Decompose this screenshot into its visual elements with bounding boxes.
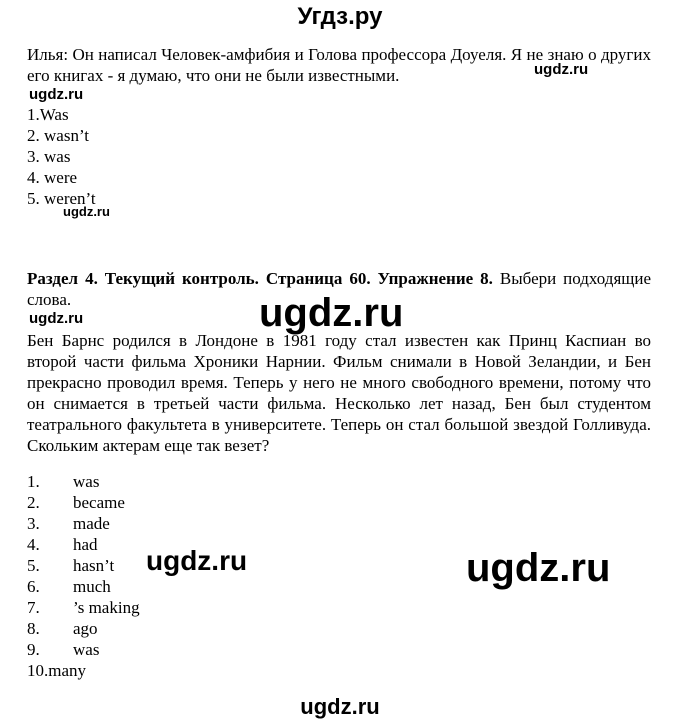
- watermark-ugdz-mid-left: ugdz.ru: [146, 545, 248, 576]
- story-paragraph: Бен Барнс родился в Лондоне в 1981 году стал известен как Принц Каспиан во второй части фильма Хроники Нарнии. Фильм снимали в Новой Зеландии, и Бен прекрасно проводил время. Теперь у него не много свободного времени, потому что он снимается в третьей части фильма. Несколько лет назад, Бен был студентом театрального факультета в университете. Теперь он стал большой звездой Голливуда. Скольким актерам еще так везет?: [27, 331, 651, 455]
- list-item: [27, 513, 140, 534]
- section-heading-bold: Раздел 4. Текущий контроль. Страница 60. Упражнение 8.: [27, 269, 493, 288]
- item-word: ago: [73, 619, 98, 638]
- list-item: [27, 639, 140, 660]
- item-word: had: [73, 535, 98, 554]
- answer-list-1: [27, 104, 96, 209]
- item-word: much: [73, 577, 111, 596]
- list-item: [27, 471, 140, 492]
- item-word: became: [73, 493, 125, 512]
- item-number: 4.: [27, 535, 40, 554]
- item-word: was: [73, 472, 100, 491]
- list-item: 3. was: [27, 147, 71, 166]
- watermark-ugdz-big-center: ugdz.ru: [259, 291, 404, 335]
- watermark-ugdz-3: ugdz.ru: [63, 204, 110, 219]
- answer-list-2: [27, 471, 140, 681]
- item-word: many: [48, 661, 87, 680]
- site-header-title: Угдз.ру: [297, 3, 383, 30]
- item-number: 5.: [27, 556, 40, 575]
- item-number: 6.: [27, 577, 40, 596]
- item-number: 10.: [27, 661, 49, 680]
- item-number: 3.: [27, 514, 40, 533]
- list-item: [27, 576, 140, 597]
- item-word: was: [73, 640, 100, 659]
- answer-paragraph-ilya: Илья: Он написал Человек-амфибия и Голова профессора Доуеля. Я не знаю о других его книгах - я думаю, что они не были известными.: [27, 45, 651, 85]
- site-footer: ugdz.ru: [300, 694, 380, 719]
- list-item: [27, 555, 140, 576]
- list-item: 5. weren’t: [27, 189, 96, 208]
- item-word: made: [73, 514, 110, 533]
- list-item: [27, 534, 140, 555]
- list-item: [27, 597, 140, 618]
- list-item: 1.Was: [27, 105, 69, 124]
- watermark-ugdz-1: ugdz.ru: [534, 61, 589, 78]
- item-number: 7.: [27, 598, 40, 617]
- list-item: 2. wasn’t: [27, 126, 90, 145]
- item-word: hasn’t: [73, 556, 115, 575]
- list-item: [27, 618, 140, 639]
- watermark-ugdz-2: ugdz.ru: [29, 86, 84, 103]
- section-heading-instruction: Выбери подходящие слова.: [27, 269, 652, 309]
- list-item: 4. were: [27, 168, 78, 187]
- item-number: 8.: [27, 619, 40, 638]
- item-number: 2.: [27, 493, 40, 512]
- watermark-ugdz-4: ugdz.ru: [29, 310, 84, 327]
- watermark-ugdz-big-right: ugdz.ru: [466, 546, 611, 590]
- item-number: 1.: [27, 472, 40, 491]
- item-word: ’s making: [73, 598, 140, 617]
- item-number: 9.: [27, 640, 40, 659]
- list-item: [27, 492, 140, 513]
- list-item: [27, 660, 140, 681]
